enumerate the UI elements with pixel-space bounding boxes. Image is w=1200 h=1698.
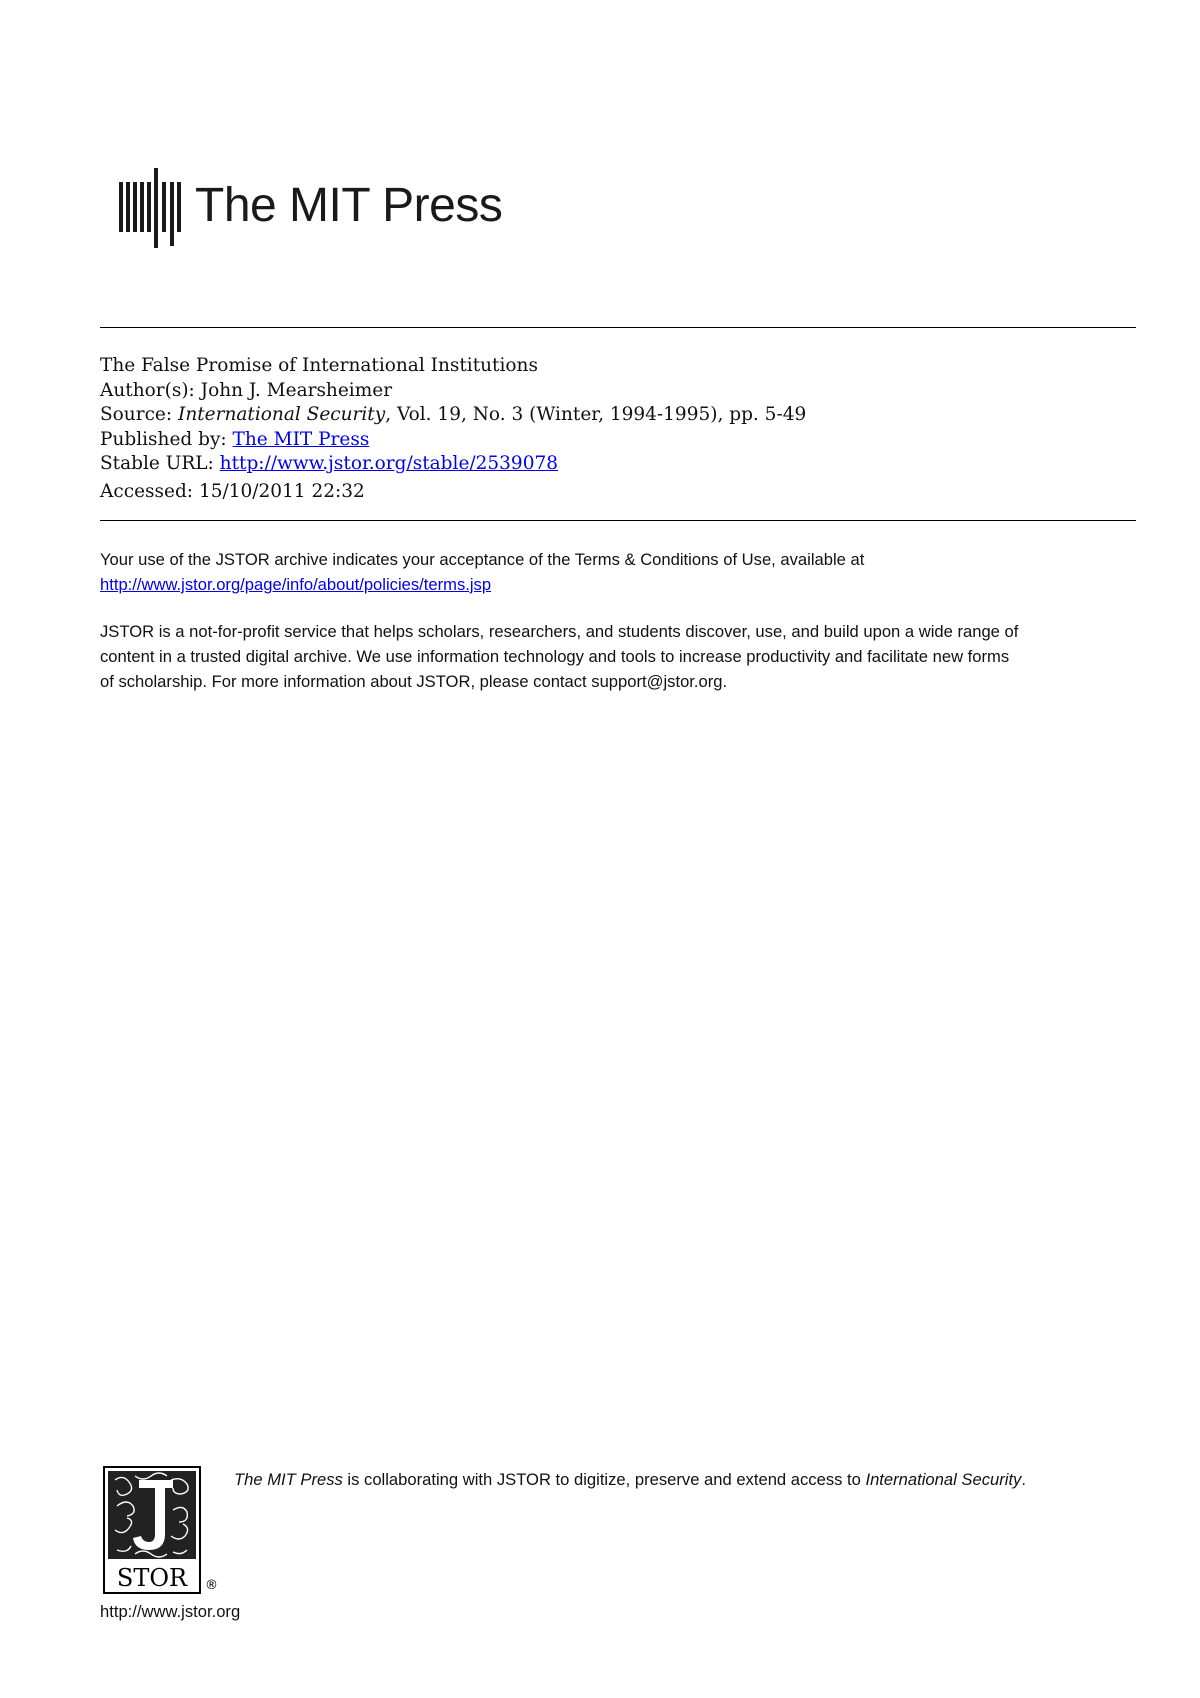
registered-mark: ®	[205, 1578, 218, 1593]
author-label: Author(s):	[100, 379, 195, 401]
author-name: John J. Mearsheimer	[200, 379, 393, 401]
accessed-date: 15/10/2011 22:32	[198, 480, 365, 502]
about-line-1: JSTOR is a not-for-profit service that helps scholars, researchers, and students discover, use, and build upon a wide range of	[100, 622, 1019, 641]
citation-block	[100, 354, 806, 504]
mit-press-barcode-icon	[119, 168, 181, 248]
about-line-3: of scholarship. For more information about JSTOR, please contact support@jstor.org.	[100, 672, 728, 691]
collab-journal: International Security	[865, 1470, 1022, 1489]
source-line	[100, 403, 806, 428]
jstor-logo-icon	[103, 1466, 201, 1594]
source-details: , Vol. 19, No. 3 (Winter, 1994-1995), pp. 5-49	[385, 404, 807, 425]
publisher-link[interactable]: The MIT Press	[232, 428, 370, 450]
collab-publisher: The MIT Press	[234, 1470, 343, 1489]
collab-end: .	[1021, 1470, 1026, 1489]
article-title: The False Promise of International Institutions	[100, 355, 538, 376]
jstor-logo-text: STOR	[116, 1564, 188, 1592]
stable-url-label: Stable URL:	[100, 453, 214, 474]
accessed-line	[100, 480, 806, 505]
published-label: Published by:	[100, 428, 227, 450]
top-divider	[100, 327, 1136, 328]
collab-text: is collaborating with JSTOR to digitize, preserve and extend access to	[342, 1470, 866, 1489]
about-jstor-notice	[100, 619, 1018, 694]
publisher-logo-text: The MIT Press	[195, 179, 503, 232]
journal-name: International Security	[178, 404, 386, 425]
stable-url-link[interactable]: http://www.jstor.org/stable/2539078	[219, 453, 559, 474]
bottom-divider	[100, 520, 1136, 521]
terms-notice	[100, 547, 864, 597]
jstor-url[interactable]: http://www.jstor.org	[100, 1602, 241, 1621]
about-line-2: content in a trusted digital archive. We use information technology and tools to increase productivity and facilitate new forms	[100, 647, 1010, 666]
collaboration-statement	[234, 1470, 1026, 1490]
published-line	[100, 428, 806, 453]
accessed-label: Accessed:	[100, 480, 194, 502]
author-line	[100, 379, 806, 404]
stable-url-line	[100, 452, 806, 477]
terms-text: Your use of the JSTOR archive indicates your acceptance of the Terms & Conditions of Use, available at	[100, 550, 865, 569]
source-label: Source:	[100, 404, 173, 425]
mit-press-logo	[119, 168, 181, 248]
terms-link[interactable]: http://www.jstor.org/page/info/about/policies/terms.jsp	[100, 575, 492, 594]
